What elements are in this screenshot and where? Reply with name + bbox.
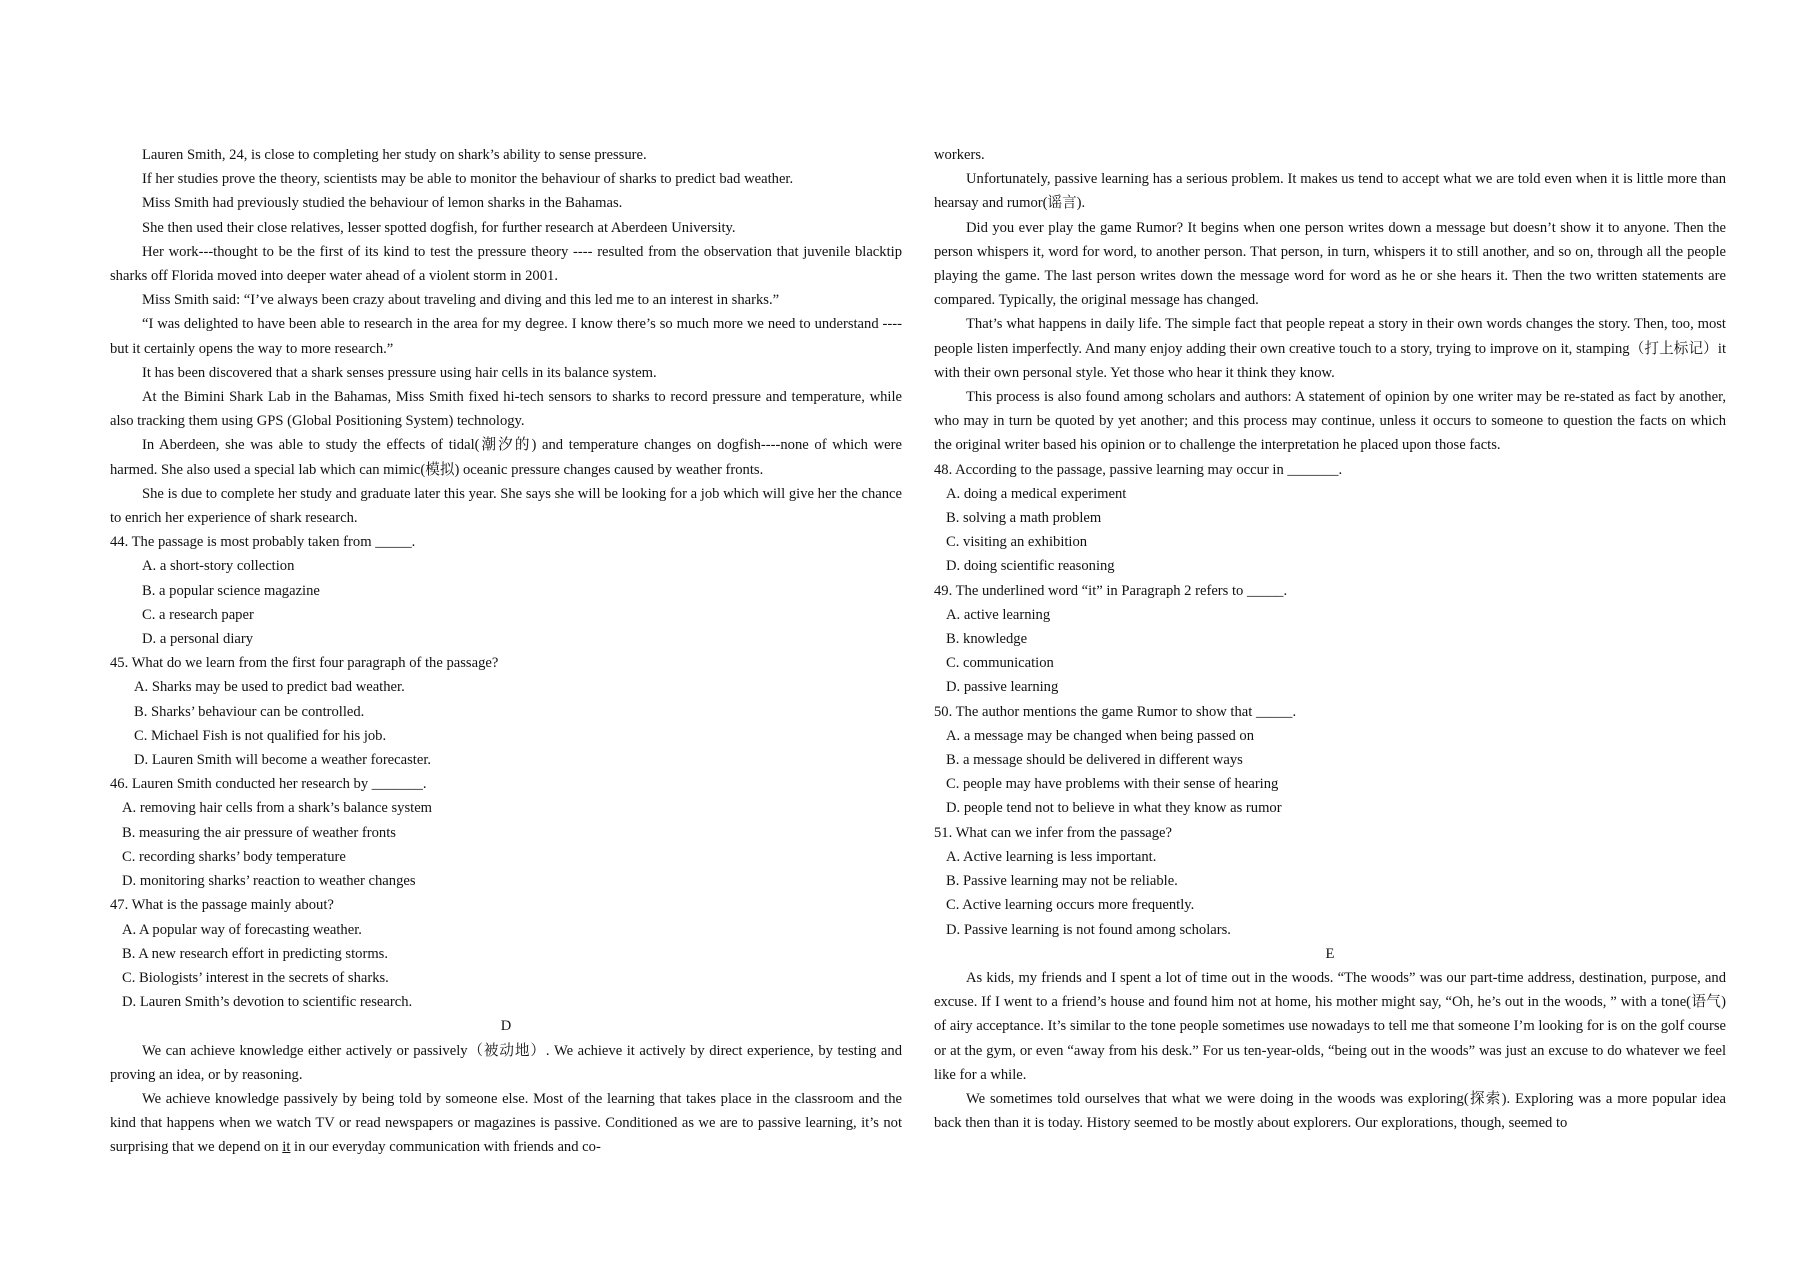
- passage-c-paragraph: Her work---thought to be the first of its kind to test the pressure theory ---- resulted from the observation that juvenile blacktip sharks off Florida moved into deeper water ahead of a violent storm in 2001.: [110, 243, 902, 285]
- passage-c-paragraph: Miss Smith said: “I’ve always been crazy about traveling and diving and this led me to an interest in sharks.”: [142, 292, 780, 309]
- q45-option-d: D. Lauren Smith will become a weather forecaster.: [134, 752, 432, 769]
- q50-option-b: B. a message should be delivered in different ways: [946, 752, 1243, 769]
- question-44: 44. The passage is most probably taken from _____.: [110, 534, 416, 551]
- passage-c-paragraph: In Aberdeen, she was able to study the effects of tidal(潮汐的) and temperature changes on dogfish----none of which were harmed. She also used a special lab which can mimic(模拟) oceanic pressure changes caused by weather fronts.: [110, 437, 902, 478]
- q46-option-c: C. recording sharks’ body temperature: [122, 848, 346, 865]
- right-column: [934, 143, 1726, 1135]
- section-d-heading: D: [500, 1018, 512, 1035]
- passage-c-paragraph: “I was delighted to have been able to research in the area for my degree. I know there’s so much more we need to understand ---- but it certainly opens the way to more research.”: [110, 316, 902, 357]
- q45-option-b: B. Sharks’ behaviour can be controlled.: [134, 703, 365, 720]
- q44-option-a: A. a short-story collection: [142, 558, 295, 575]
- q48-option-a: A. doing a medical experiment: [946, 485, 1127, 502]
- q47-option-a: A. A popular way of forecasting weather.: [122, 921, 362, 938]
- q45-option-c: C. Michael Fish is not qualified for his job.: [134, 727, 387, 744]
- passage-c-paragraph: Miss Smith had previously studied the behaviour of lemon sharks in the Bahamas.: [142, 195, 623, 212]
- q49-option-c: C. communication: [946, 655, 1054, 672]
- q48-option-d: D. doing scientific reasoning: [946, 558, 1115, 575]
- passage-e-paragraph: As kids, my friends and I spent a lot of time out in the woods. “The woods” was our part-time address, destination, purpose, and excuse. If I went to a friend’s house and found him not at home, his mother might say, “Oh, he’s out in the woods, ” with a tone(语气) of airy acceptance. It’s similar to the tone people sometimes use nowadays to tell me that someone I’m looking for is on the golf course or at the gym, or even “away from his desk.” For us ten-year-olds, “being out in the woods” was just an excuse to do whatever we feel like for a while.: [934, 969, 1726, 1083]
- passage-c-paragraph: Lauren Smith, 24, is close to completing her study on shark’s ability to sense pressure.: [142, 147, 647, 163]
- passage-c-paragraph: She then used their close relatives, lesser spotted dogfish, for further research at Aberdeen University.: [142, 219, 736, 236]
- question-51: 51. What can we infer from the passage?: [934, 824, 1172, 841]
- question-45: 45. What do we learn from the first four paragraph of the passage?: [110, 655, 499, 672]
- passage-c-paragraph: She is due to complete her study and graduate later this year. She says she will be looking for a job which will give her the chance to enrich her experience of shark research.: [110, 485, 902, 527]
- paragraph-text: in our everyday communication with friends and co-: [290, 1139, 601, 1156]
- q50-option-c: C. people may have problems with their sense of hearing: [946, 776, 1279, 793]
- q49-option-d: D. passive learning: [946, 679, 1059, 696]
- q45-option-a: A. Sharks may be used to predict bad weather.: [134, 679, 405, 696]
- question-49: 49. The underlined word “it” in Paragraph 2 refers to _____.: [934, 582, 1288, 599]
- passage-d-paragraph: Unfortunately, passive learning has a serious problem. It makes us tend to accept what we are told even when it is little more than hearsay and rumor(谣言).: [934, 171, 1726, 212]
- passage-d-paragraph-2: [110, 1087, 902, 1160]
- q46-option-d: D. monitoring sharks’ reaction to weather changes: [122, 873, 416, 890]
- passage-c-paragraph: It has been discovered that a shark senses pressure using hair cells in its balance system.: [142, 364, 657, 381]
- q44-option-d: D. a personal diary: [142, 631, 254, 648]
- q47-option-c: C. Biologists’ interest in the secrets of sharks.: [122, 969, 389, 986]
- q49-option-b: B. knowledge: [946, 631, 1028, 648]
- q50-option-d: D. people tend not to believe in what they know as rumor: [946, 800, 1282, 817]
- q47-option-d: D. Lauren Smith’s devotion to scientific research.: [122, 994, 413, 1011]
- question-46: 46. Lauren Smith conducted her research by _______.: [110, 776, 427, 793]
- passage-d-paragraph-1: We can achieve knowledge either actively or passively（被动地）. We achieve it actively by direct experience, by testing and proving an idea, or by reasoning.: [110, 1042, 902, 1083]
- q51-option-c: C. Active learning occurs more frequently.: [946, 897, 1195, 914]
- q49-option-a: A. active learning: [946, 606, 1051, 623]
- q46-option-b: B. measuring the air pressure of weather fronts: [122, 824, 396, 841]
- q47-option-b: B. A new research effort in predicting storms.: [122, 945, 389, 962]
- q44-option-b: B. a popular science magazine: [142, 582, 320, 599]
- q51-option-b: B. Passive learning may not be reliable.: [946, 873, 1178, 890]
- q48-option-b: B. solving a math problem: [946, 510, 1102, 527]
- passage-c-paragraph: If her studies prove the theory, scientists may be able to monitor the behaviour of sharks to predict bad weather.: [142, 171, 794, 188]
- continued-text: workers.: [934, 147, 985, 163]
- question-50: 50. The author mentions the game Rumor to show that _____.: [934, 703, 1297, 720]
- q48-option-c: C. visiting an exhibition: [946, 534, 1088, 551]
- section-e-heading: E: [1325, 945, 1335, 962]
- passage-c-paragraph: At the Bimini Shark Lab in the Bahamas, Miss Smith fixed hi-tech sensors to sharks to record pressure and temperature, while also tracking them using GPS (Global Positioning System) technology.: [110, 389, 902, 430]
- passage-d-paragraph: Did you ever play the game Rumor? It begins when one person writes down a message but doesn’t show it to anyone. Then the person whispers it, word for word, to another person. That person, in turn, whispers it to still another, and so on, through all the people playing the game. The last person writes down the message word for word as he or she hears it. Then the two written statements are compared. Typically, the original message has changed.: [934, 219, 1726, 309]
- q51-option-a: A. Active learning is less important.: [946, 848, 1157, 865]
- question-47: 47. What is the passage mainly about?: [110, 897, 334, 914]
- question-48: 48. According to the passage, passive learning may occur in _______.: [934, 461, 1343, 478]
- q46-option-a: A. removing hair cells from a shark’s balance system: [122, 800, 433, 817]
- passage-e-paragraph: We sometimes told ourselves that what we were doing in the woods was exploring(探索). Exploring was a more popular idea back then than it is today. History seemed to be mostly about explorers. Our explorations, though, seemed to: [934, 1090, 1726, 1132]
- underlined-word: it: [282, 1139, 291, 1156]
- q44-option-c: C. a research paper: [142, 606, 254, 623]
- passage-d-paragraph: This process is also found among scholars and authors: A statement of opinion by one writer may be re-stated as fact by another, who may in turn be quoted by yet another; and this process may continue, unless it occurs to someone to question the facts on which the original writer based his opinion or to challenge the interpretation he placed upon those facts.: [934, 389, 1726, 454]
- left-column: [110, 143, 902, 1160]
- passage-d-paragraph: That’s what happens in daily life. The simple fact that people repeat a story in their own words changes the story. Then, too, most people listen imperfectly. And many enjoy adding their own creative touch to a story, trying to improve on it, stamping（打上标记）it with their own personal style. Yet those who hear it think they know.: [934, 316, 1726, 381]
- q51-option-d: D. Passive learning is not found among scholars.: [946, 921, 1231, 938]
- paragraph-text: We achieve knowledge passively by being told by someone else. Most of the learning that takes place in the classroom and the kind that happens when we watch TV or read newspapers or magazines is passive. Conditioned as we are to passive learning, it’s not surprising that we depend on: [110, 1090, 902, 1156]
- q50-option-a: A. a message may be changed when being passed on: [946, 727, 1254, 744]
